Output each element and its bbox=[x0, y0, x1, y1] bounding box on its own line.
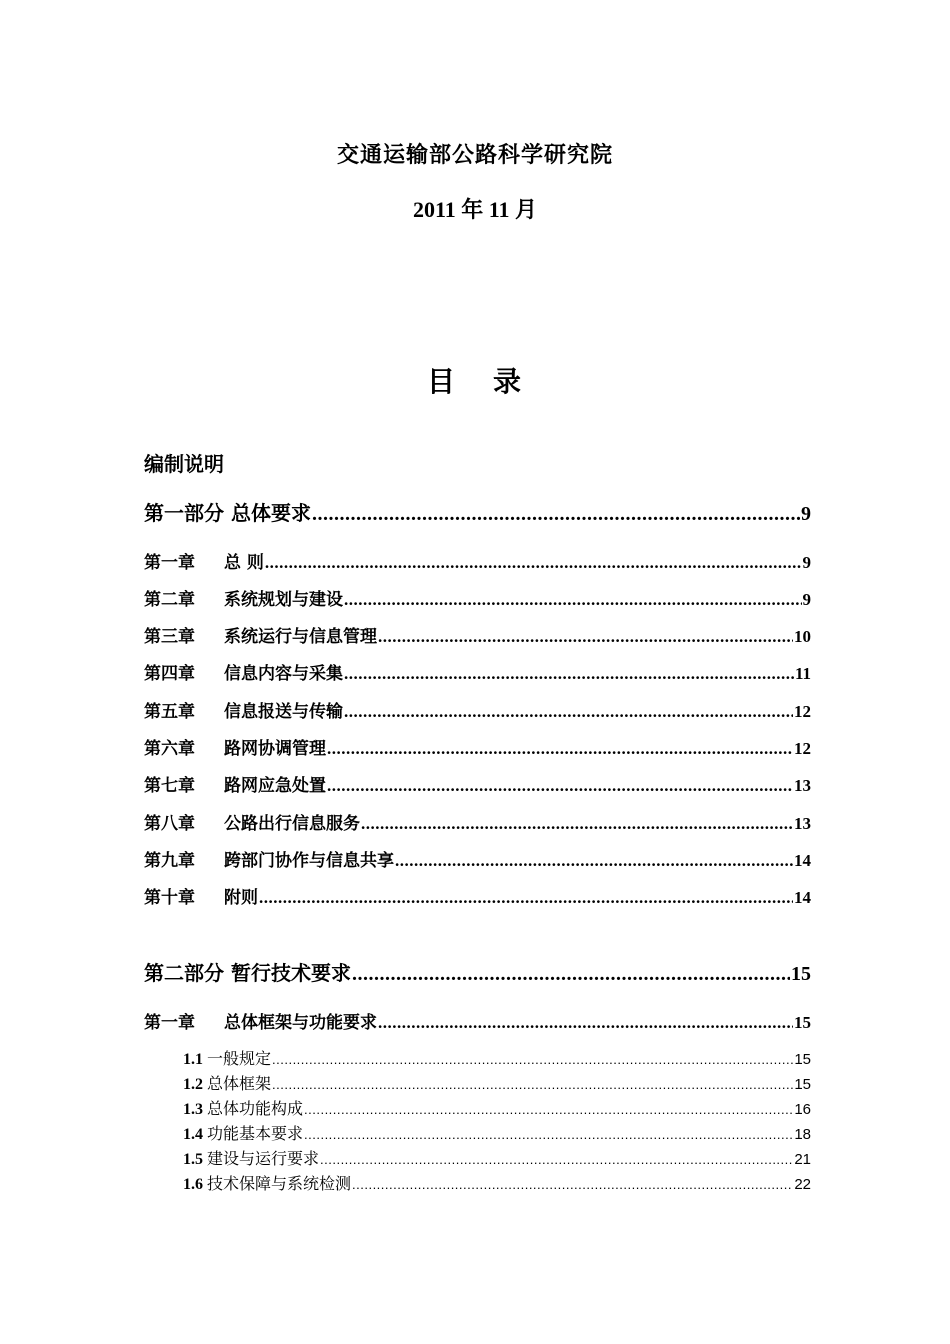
toc-section[interactable] bbox=[183, 1096, 811, 1119]
toc-section[interactable] bbox=[183, 1071, 811, 1094]
toc-section[interactable] bbox=[183, 1046, 811, 1069]
toc-preface[interactable]: 编制说明 bbox=[144, 452, 224, 476]
chapter-number: 第四章 bbox=[144, 664, 195, 684]
toc-chapter[interactable] bbox=[144, 697, 811, 722]
section-page: 15 bbox=[794, 1051, 811, 1068]
leader-dots bbox=[265, 553, 802, 573]
toc-chapter[interactable] bbox=[144, 585, 811, 610]
chapter-title: 附则 bbox=[224, 888, 258, 908]
organization-name: 交通运输部公路科学研究院 bbox=[336, 142, 613, 168]
section-number: 1.2 bbox=[183, 1076, 203, 1093]
leader-dots bbox=[327, 776, 793, 796]
leader-dots bbox=[259, 888, 793, 908]
chapter-number: 第一章 bbox=[144, 1013, 195, 1033]
toc-title-right: 录 bbox=[493, 365, 524, 398]
toc-section[interactable] bbox=[183, 1146, 811, 1169]
chapter-page: 12 bbox=[794, 739, 811, 758]
section-number: 1.6 bbox=[183, 1176, 203, 1193]
toc-chapter[interactable] bbox=[144, 1008, 811, 1033]
chapter-page: 15 bbox=[794, 1013, 811, 1032]
chapter-title: 路网协调管理 bbox=[224, 739, 326, 759]
toc-chapter[interactable] bbox=[144, 548, 811, 573]
toc-chapter[interactable] bbox=[144, 883, 811, 908]
chapter-page: 9 bbox=[802, 553, 811, 572]
leader-dots bbox=[272, 1077, 793, 1092]
section-page: 18 bbox=[794, 1126, 811, 1143]
leader-dots bbox=[395, 851, 793, 871]
section-page: 22 bbox=[794, 1176, 811, 1193]
toc-section[interactable] bbox=[183, 1171, 811, 1194]
leader-dots bbox=[304, 1127, 793, 1142]
chapter-page: 10 bbox=[794, 627, 811, 646]
chapter-number: 第五章 bbox=[144, 702, 195, 722]
leader-dots bbox=[312, 503, 800, 526]
section-title: 功能基本要求 bbox=[207, 1124, 304, 1143]
section-number: 1.3 bbox=[183, 1101, 203, 1118]
toc-part-1[interactable] bbox=[144, 497, 811, 526]
toc-chapter[interactable] bbox=[144, 809, 811, 834]
section-title: 技术保障与系统检测 bbox=[207, 1174, 352, 1193]
toc-chapter[interactable] bbox=[144, 659, 811, 684]
toc-title-left: 目 bbox=[426, 365, 457, 398]
leader-dots bbox=[344, 590, 802, 610]
publication-date: 2011 年 11 月 bbox=[412, 197, 538, 222]
chapter-number: 第二章 bbox=[144, 590, 195, 610]
chapter-title: 系统规划与建设 bbox=[224, 590, 343, 610]
chapter-title: 系统运行与信息管理 bbox=[224, 627, 377, 647]
section-number: 1.1 bbox=[183, 1051, 203, 1068]
chapter-number: 第七章 bbox=[144, 776, 195, 796]
chapter-page: 14 bbox=[794, 888, 811, 907]
leader-dots bbox=[344, 702, 793, 722]
toc-chapter[interactable] bbox=[144, 846, 811, 871]
chapter-page: 11 bbox=[794, 664, 811, 683]
chapter-title: 信息内容与采集 bbox=[224, 664, 343, 684]
chapter-page: 14 bbox=[794, 851, 811, 870]
chapter-number: 第十章 bbox=[144, 888, 195, 908]
section-page: 16 bbox=[794, 1101, 811, 1118]
leader-dots bbox=[378, 627, 793, 647]
section-title: 建设与运行要求 bbox=[207, 1149, 320, 1168]
toc-part-1-page: 9 bbox=[801, 503, 811, 525]
section-title: 总体功能构成 bbox=[207, 1099, 304, 1118]
leader-dots bbox=[320, 1152, 793, 1167]
section-title: 总体框架 bbox=[207, 1074, 272, 1093]
chapter-number: 第三章 bbox=[144, 627, 195, 647]
leader-dots bbox=[304, 1102, 793, 1117]
toc-part-2[interactable] bbox=[144, 957, 811, 986]
chapter-page: 9 bbox=[802, 590, 811, 609]
section-number: 1.4 bbox=[183, 1126, 203, 1143]
chapter-number: 第六章 bbox=[144, 739, 195, 759]
chapter-title: 公路出行信息服务 bbox=[224, 814, 360, 834]
toc-chapter[interactable] bbox=[144, 734, 811, 759]
toc-part-2-page: 15 bbox=[791, 963, 811, 985]
chapter-title: 总体框架与功能要求 bbox=[224, 1013, 377, 1033]
toc-chapter[interactable] bbox=[144, 771, 811, 796]
leader-dots bbox=[327, 739, 793, 759]
chapter-page: 12 bbox=[794, 702, 811, 721]
chapter-number: 第九章 bbox=[144, 851, 195, 871]
leader-dots bbox=[352, 963, 790, 986]
section-page: 21 bbox=[794, 1151, 811, 1168]
chapter-number: 第一章 bbox=[144, 553, 195, 573]
toc-part-1-label: 第一部分 总体要求 bbox=[144, 501, 311, 525]
leader-dots bbox=[378, 1013, 793, 1033]
chapter-title: 信息报送与传输 bbox=[224, 702, 343, 722]
section-number: 1.5 bbox=[183, 1151, 203, 1168]
chapter-page: 13 bbox=[794, 814, 811, 833]
toc-title bbox=[0, 360, 950, 400]
toc-part-2-label: 第二部分 暂行技术要求 bbox=[144, 961, 351, 985]
chapter-title: 路网应急处置 bbox=[224, 776, 326, 796]
section-page: 15 bbox=[794, 1076, 811, 1093]
leader-dots bbox=[344, 664, 794, 684]
chapter-title: 总 则 bbox=[224, 553, 264, 573]
leader-dots bbox=[272, 1052, 793, 1067]
toc-chapter[interactable] bbox=[144, 622, 811, 647]
chapter-title: 跨部门协作与信息共享 bbox=[224, 851, 394, 871]
chapter-number: 第八章 bbox=[144, 814, 195, 834]
leader-dots bbox=[361, 814, 793, 834]
leader-dots bbox=[352, 1177, 793, 1192]
chapter-page: 13 bbox=[794, 776, 811, 795]
toc-section[interactable] bbox=[183, 1121, 811, 1144]
section-title: 一般规定 bbox=[207, 1049, 272, 1068]
